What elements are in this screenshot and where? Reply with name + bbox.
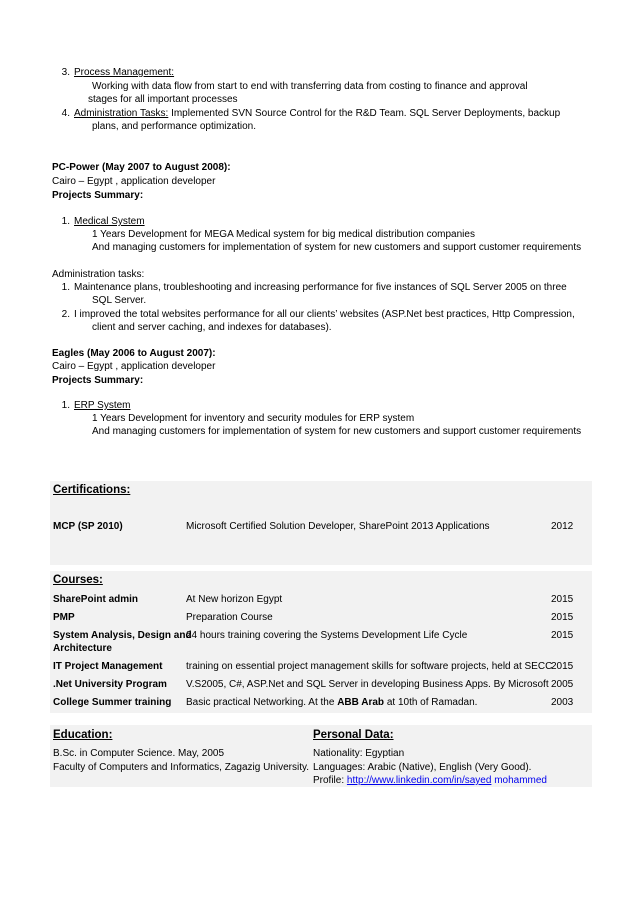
course-desc: V.S2005, C#, ASP.Net and SQL Server in developing Business Apps. By Microsoft <box>186 679 549 690</box>
course-name: .Net University Program <box>53 679 167 690</box>
course-name: College Summer training <box>53 697 172 708</box>
profile: Profile: http://www.linkedin.com/in/sayed mohammed <box>313 775 547 786</box>
project-title: ERP System <box>74 400 131 411</box>
certifications-heading: Certifications: <box>53 484 131 496</box>
admin-tasks-heading: Administration tasks: <box>52 269 145 280</box>
admin-item-text: client and server caching, and indexes for databases). <box>92 322 332 333</box>
personal-data-heading: Personal Data: <box>313 729 394 741</box>
course-year: 2015 <box>551 661 574 672</box>
course-desc: Preparation Course <box>186 612 273 623</box>
project-item-medical-system: 1. Medical System <box>61 216 145 227</box>
education-degree: B.Sc. in Computer Science. May, 2005 <box>53 748 225 759</box>
admin-item: 1. Maintenance plans, troubleshooting and increasing performance for five instances of SQL Server 2005 on three <box>61 282 567 293</box>
project-text: And managing customers for implementation of system for new customers and support customer requirements <box>92 242 582 253</box>
course-year: 2005 <box>551 679 574 690</box>
course-desc: 24 hours training covering the Systems Development Life Cycle <box>186 630 468 641</box>
course-desc: Basic practical Networking. At the ABB Arab at 10th of Ramadan. <box>186 697 478 708</box>
course-name: System Analysis, Design and <box>53 630 192 641</box>
course-year: 2003 <box>551 697 574 708</box>
course-year: 2015 <box>551 594 574 605</box>
job-heading-eagles: Eagles (May 2006 to August 2007): <box>52 348 216 359</box>
job-heading-pc-power: PC-Power (May 2007 to August 2008): <box>52 162 231 173</box>
course-name: SharePoint admin <box>53 594 139 605</box>
project-text: 1 Years Development for inventory and security modules for ERP system <box>92 413 415 424</box>
projects-summary-label: Projects Summary: <box>52 375 144 386</box>
course-name: IT Project Management <box>53 661 163 672</box>
admin-item-text: SQL Server. <box>92 295 147 306</box>
languages: Languages: Arabic (Native), English (Very Good). <box>313 762 532 773</box>
profile-link[interactable]: http://www.linkedin.com/in/sayed <box>346 775 492 786</box>
cert-desc: Microsoft Certified Solution Developer, SharePoint 2013 Applications <box>186 521 490 532</box>
job-location: Cairo – Egypt , application developer <box>52 176 216 187</box>
nationality: Nationality: Egyptian <box>313 748 405 759</box>
list-item-process-management: 3. Process Management: <box>61 67 175 78</box>
project-text: And managing customers for implementation of system for new customers and support customer requirements <box>92 426 582 437</box>
item-text: plans, and performance optimization. <box>92 121 256 132</box>
project-item-erp-system: 1. ERP System <box>61 400 131 411</box>
course-desc: At New horizon Egypt <box>186 594 283 605</box>
project-text: 1 Years Development for MEGA Medical system for big medical distribution companies <box>92 229 475 240</box>
projects-summary-label: Projects Summary: <box>52 190 144 201</box>
education-heading: Education: <box>53 729 113 741</box>
education-faculty: Faculty of Computers and Informatics, Zagazig University. <box>53 762 310 773</box>
cert-name: MCP (SP 2010) <box>53 521 123 532</box>
list-item-administration-tasks: 4. Administration Tasks: Implemented SVN Source Control for the R&D Team. SQL Server Deployments, backup <box>61 108 561 119</box>
course-desc: training on essential project management skills for software projects, held at SECC <box>186 661 553 672</box>
project-title: Medical System <box>74 216 145 227</box>
cert-year: 2012 <box>551 521 574 532</box>
item-text: stages for all important processes <box>88 94 238 105</box>
admin-item: 2. I improved the total websites performance for all our clients’ websites (ASP.Net best practices, Http Compression, <box>61 309 575 320</box>
course-year: 2015 <box>551 630 574 641</box>
job-location: Cairo – Egypt , application developer <box>52 361 216 372</box>
course-name-cont: Architecture <box>53 643 112 654</box>
item-text: Implemented SVN Source Control for the R&D Team. SQL Server Deployments, backup <box>168 108 561 119</box>
item-text: Working with data flow from start to end with transferring data from costing to finance and approval <box>92 81 528 92</box>
course-name: PMP <box>53 612 75 623</box>
course-year: 2015 <box>551 612 574 623</box>
courses-heading: Courses: <box>53 574 103 586</box>
item-title: Process Management: <box>74 67 175 78</box>
item-title: Administration Tasks: <box>74 108 169 119</box>
